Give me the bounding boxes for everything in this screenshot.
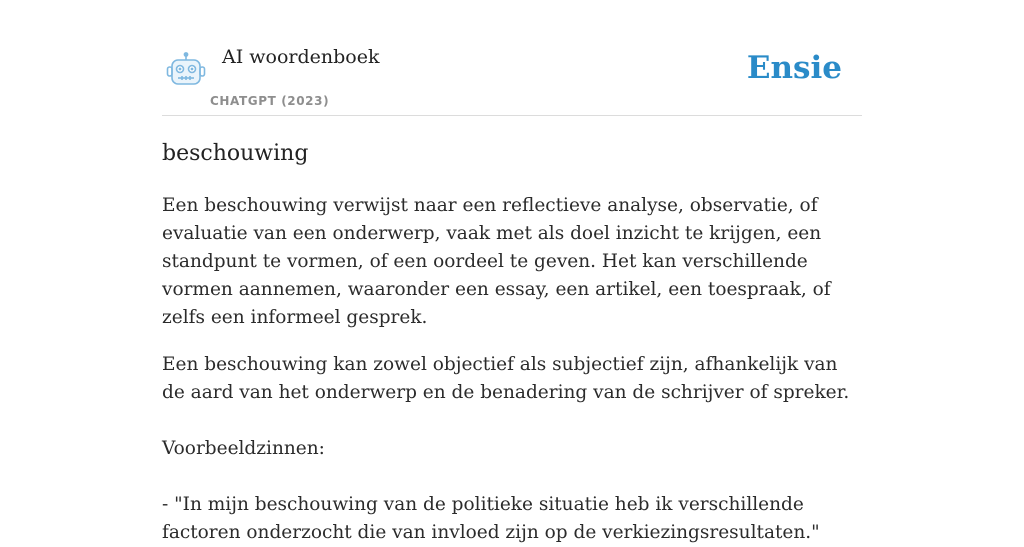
- definition-paragraph: Een beschouwing kan zowel objectief als subjectief zijn, afhankelijk van de aard van het onderwerp en de benadering van de schrijver of spreker.: [162, 354, 850, 403]
- definition-paragraph: Een beschouwing verwijst naar een reflectieve analyse, observatie, of evaluatie van een onderwerp, vaak met als doel inzicht te krijgen, een standpunt te vormen, of een oordeel te geven. Het kan verschillende vormen aannemen, waaronder een essay, een artikel, een toespraak, of zelfs een informeel gesprek.: [162, 195, 831, 328]
- brand-logo[interactable]: Ensie: [746, 50, 842, 86]
- examples-heading: Voorbeeldzinnen:: [162, 438, 325, 459]
- entry-term: beschouwing: [162, 141, 309, 166]
- dictionary-title[interactable]: AI woordenboek: [222, 46, 380, 68]
- example-sentence: - "In mijn beschouwing van de politieke situatie heb ik verschillende factoren onderzocht die van invloed zijn op de verkiezingsresultaten.": [162, 494, 820, 543]
- dictionary-source: CHATGPT (2023): [210, 94, 330, 108]
- dictionary-header: [162, 36, 862, 116]
- robot-icon: [166, 52, 206, 88]
- entry-content: [162, 138, 864, 547]
